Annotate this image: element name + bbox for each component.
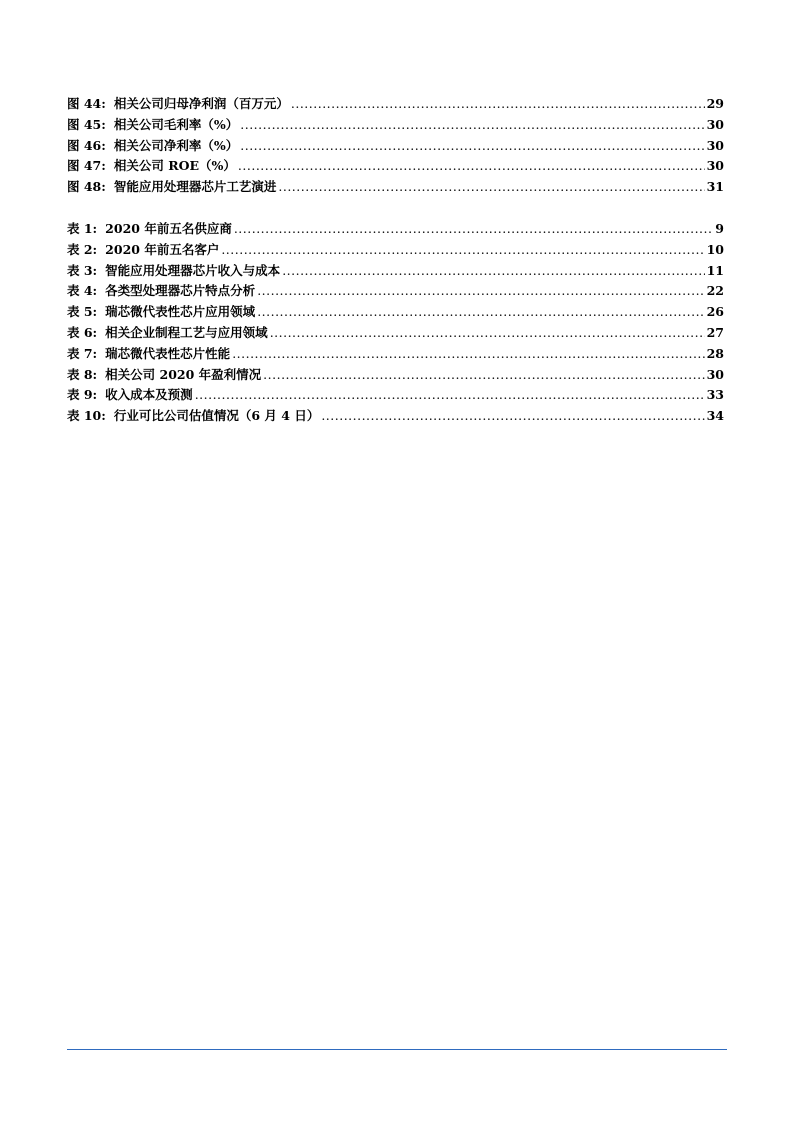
entry-page-number: 10 bbox=[706, 241, 724, 257]
toc-entry-figure-44[interactable] bbox=[67, 94, 724, 115]
entry-page-number: 31 bbox=[706, 179, 724, 195]
dot-leader bbox=[232, 346, 704, 361]
entry-page-number: 29 bbox=[706, 96, 724, 111]
toc-entry-table-3[interactable] bbox=[67, 261, 724, 282]
entry-title: 2020 年前五名供应商 bbox=[105, 221, 232, 236]
dot-leader bbox=[238, 158, 705, 173]
entry-title: 相关公司 2020 年盈利情况 bbox=[105, 366, 262, 382]
entry-prefix: 表 9: bbox=[67, 387, 98, 403]
entry-title: 相关企业制程工艺与应用领域 bbox=[105, 324, 268, 340]
entry-page-number: 30 bbox=[706, 116, 724, 132]
entry-prefix: 图 45: bbox=[67, 116, 106, 132]
toc-entry-table-8[interactable] bbox=[67, 365, 724, 386]
entry-title: 行业可比公司估值情况（6 月 4 日） bbox=[113, 408, 320, 424]
entry-title: 相关公司毛利率（%） bbox=[113, 116, 239, 132]
figure-index bbox=[67, 94, 724, 198]
toc-entry-figure-45[interactable] bbox=[67, 115, 724, 136]
toc-entry-figure-47[interactable] bbox=[67, 156, 724, 177]
dot-leader bbox=[240, 117, 704, 132]
dot-leader bbox=[257, 304, 704, 319]
entry-prefix: 图 46: bbox=[67, 137, 106, 153]
toc-entry-table-4[interactable] bbox=[67, 281, 724, 302]
entry-title: 瑞芯微代表性芯片应用领域 bbox=[105, 304, 256, 320]
toc-entry-table-5[interactable] bbox=[67, 302, 724, 323]
entry-page-number: 22 bbox=[706, 283, 724, 299]
entry-prefix: 图 48: bbox=[67, 179, 106, 195]
entry-page-number: 34 bbox=[706, 408, 724, 424]
entry-prefix: 表 3: bbox=[67, 262, 98, 278]
entry-title: 各类型处理器芯片特点分析 bbox=[105, 283, 256, 299]
dot-leader bbox=[234, 221, 713, 236]
entry-title: 2020 年前五名客户 bbox=[105, 241, 220, 257]
toc-entry-table-6[interactable] bbox=[67, 323, 724, 344]
toc-entry-table-2[interactable] bbox=[67, 240, 724, 261]
dot-leader bbox=[257, 283, 704, 298]
entry-page-number: 30 bbox=[706, 137, 724, 153]
entry-page-number: 30 bbox=[706, 158, 724, 174]
toc-entry-figure-48[interactable] bbox=[67, 177, 724, 198]
toc-entry-table-7[interactable] bbox=[67, 344, 724, 365]
entry-prefix: 表 7: bbox=[67, 345, 98, 361]
dot-leader bbox=[321, 408, 704, 423]
table-index bbox=[67, 219, 724, 427]
entry-page-number: 33 bbox=[706, 387, 724, 403]
entry-prefix: 表 1: bbox=[67, 221, 98, 236]
toc-entry-table-9[interactable] bbox=[67, 385, 724, 406]
entry-prefix: 图 44: bbox=[67, 96, 106, 111]
footer-divider bbox=[67, 1049, 727, 1050]
entry-page-number: 9 bbox=[715, 221, 724, 236]
entry-title: 智能应用处理器芯片收入与成本 bbox=[105, 262, 281, 278]
dot-leader bbox=[240, 138, 704, 153]
entry-prefix: 表 10: bbox=[67, 408, 106, 424]
toc-entry-table-1[interactable] bbox=[67, 219, 724, 240]
dot-leader bbox=[270, 325, 705, 340]
entry-prefix: 表 6: bbox=[67, 324, 98, 340]
entry-page-number: 27 bbox=[706, 324, 724, 340]
entry-page-number: 30 bbox=[706, 366, 724, 382]
dot-leader bbox=[291, 96, 705, 111]
dot-leader bbox=[278, 179, 704, 194]
entry-page-number: 28 bbox=[706, 345, 724, 361]
dot-leader bbox=[282, 263, 704, 278]
entry-title: 智能应用处理器芯片工艺演进 bbox=[113, 179, 277, 195]
entry-page-number: 11 bbox=[706, 262, 724, 278]
dot-leader bbox=[221, 242, 704, 257]
entry-title: 相关公司净利率（%） bbox=[113, 137, 239, 153]
entry-prefix: 表 4: bbox=[67, 283, 98, 299]
entry-title: 收入成本及预测 bbox=[105, 387, 193, 403]
entry-prefix: 图 47: bbox=[67, 158, 106, 174]
entry-prefix: 表 2: bbox=[67, 241, 98, 257]
toc-entry-table-10[interactable] bbox=[67, 406, 724, 427]
entry-prefix: 表 8: bbox=[67, 366, 98, 382]
entry-title: 相关公司归母净利润（百万元） bbox=[113, 96, 289, 111]
entry-page-number: 26 bbox=[706, 304, 724, 320]
entry-title: 瑞芯微代表性芯片性能 bbox=[105, 345, 231, 361]
entry-prefix: 表 5: bbox=[67, 304, 98, 320]
entry-title: 相关公司 ROE（%） bbox=[113, 158, 236, 174]
dot-leader bbox=[195, 387, 705, 402]
dot-leader bbox=[263, 367, 704, 382]
toc-entry-figure-46[interactable] bbox=[67, 136, 724, 157]
